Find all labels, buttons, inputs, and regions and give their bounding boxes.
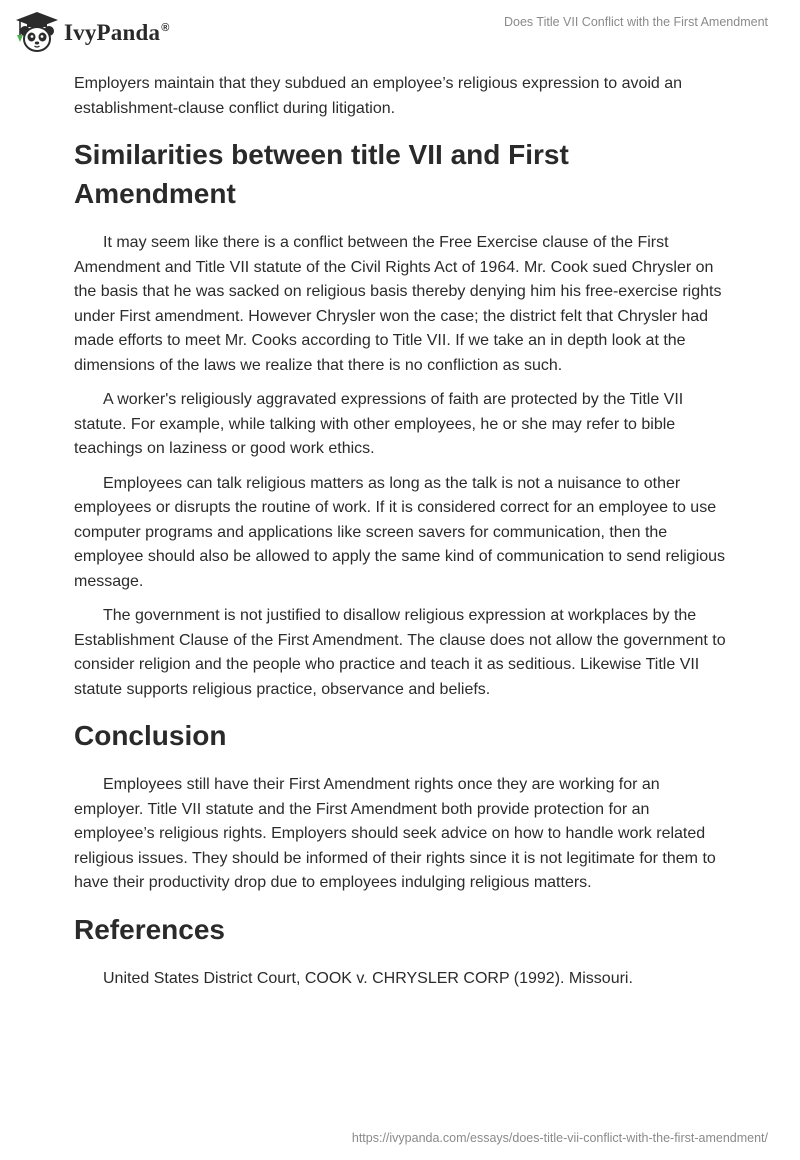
section-heading-references: References [74,913,225,945]
section-heading-similarities: Similarities between title VII and First Amendment [74,139,569,209]
source-url[interactable]: https://ivypanda.com/essays/does-title-vii-conflict-with-the-first-amendment/ [351,1131,768,1145]
ivypanda-logo[interactable] [14,9,170,55]
intro-paragraph: Employers maintain that they subdued an employee’s religious expression to avoid an establishment-clause conflict during litigation. [74,75,683,117]
paragraph: The government is not justified to disallow religious expression at workplaces by the Establishment Clause of the First Amendment. The clause does not allow the government to consider religion and the people who practice and teach it as seditious. Likewise Title VII statute supports religious practice, observance and beliefs. [74,607,726,698]
reference-item: United States District Court, COOK v. CHRYSLER CORP (1992). Missouri. [103,969,633,987]
document-title: Does Title VII Conflict with the First Amendment [504,15,768,29]
paragraph: Employees can talk religious matters as long as the talk is not a nuisance to other employees or disrupts the routine of work. If it is considered correct for an employee to use computer programs and applications like screen savers for communication, then the employee should also be allowed to apply the same kind of communication to send religious message. [74,474,726,590]
paragraph: Employees still have their First Amendment rights once they are working for an employer. Title VII statute and the First Amendment both provide protection for an employee’s religious rights. Employers should seek advice on how to handle work related religious issues. They should be informed of their rights since it is not legitimate for them to have their productivity drop due to employees indulging religious matters. [74,776,716,891]
page-header [0,0,800,64]
section-heading-conclusion: Conclusion [74,720,227,751]
essay-body [74,72,726,1001]
logo-wordmark: IvyPanda® [64,20,170,45]
panda-graduation-icon [14,9,60,55]
paragraph: A worker's religiously aggravated expressions of faith are protected by the Title VII statute. For example, while talking with other employees, he or she may refer to bible teachings on laziness or good work ethics. [74,391,684,457]
paragraph: It may seem like there is a conflict between the Free Exercise clause of the First Amendment and Title VII statute of the Civil Rights Act of 1964. Mr. Cook sued Chrysler on the basis that he was sacked on religious basis thereby denying him his free-exercise rights under First amendment. However Chrysler won the case; the district felt that Chrysler had made efforts to meet Mr. Cooks according to Title VII. If we take an in depth look at the dimensions of the laws we realize that there is no confliction as such. [74,234,722,374]
